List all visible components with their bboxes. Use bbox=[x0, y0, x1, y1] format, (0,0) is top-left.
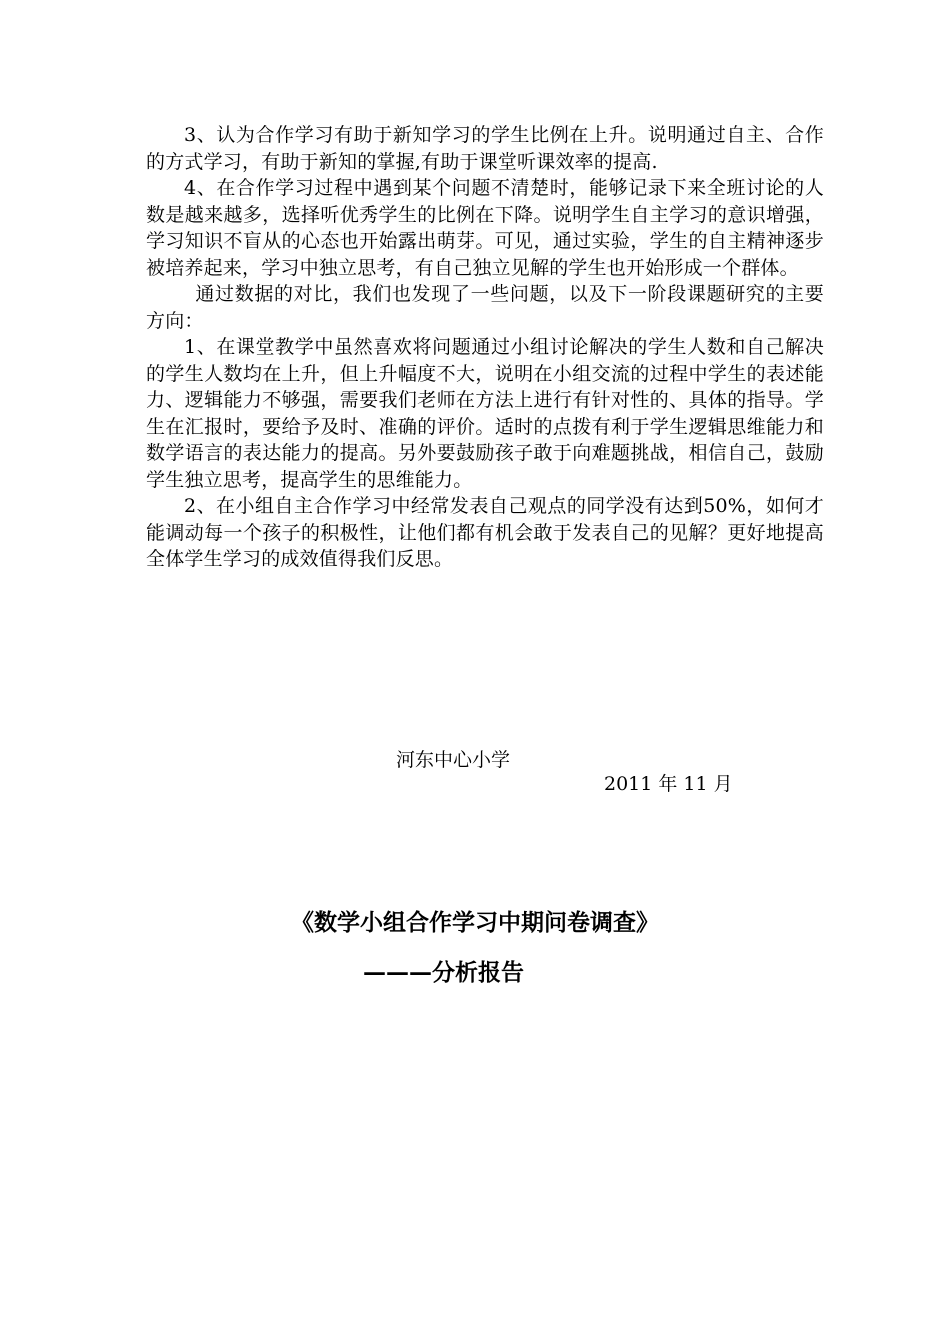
report-body bbox=[146, 122, 824, 573]
paragraph-point-4: 4、在合作学习过程中遇到某个问题不清楚时，能够记录下来全班讨论的人数是越来越多，选择听优秀学生的比例在下降。说明学生自主学习的意识增强，学习知识不盲从的心态也开始露出萌芽。可见，通过实验，学生的自主精神逐步被培养起来，学习中独立思考，有自己独立见解的学生也开始形成一个群体。 bbox=[146, 177, 824, 279]
signature-school: 河东中心小学 bbox=[396, 749, 511, 771]
paragraph-point-3: 3、认为合作学习有助于新知学习的学生比例在上升。说明通过自主、合作的方式学习，有助于新知的掌握,有助于课堂听课效率的提高. bbox=[146, 124, 824, 173]
paragraph-comparison-intro: 通过数据的对比，我们也发现了一些问题，以及下一阶段课题研究的主要方向： bbox=[146, 283, 824, 332]
report-title: 《数学小组合作学习中期问卷调查》 bbox=[291, 909, 659, 936]
paragraph-issue-1: 1、在课堂教学中虽然喜欢将问题通过小组讨论解决的学生人数和自己解决的学生人数均在上升，但上升幅度不大，说明在小组交流的过程中学生的表述能力、逻辑能力不够强，需要我们老师在方法上进行有针对性的、具体的指导。学生在汇报时，要给予及时、准确的评价。适时的点拨有利于学生逻辑思维能力和数学语言的表达能力的提高。另外要鼓励孩子敢于向难题挑战，相信自己，鼓励学生独立思考，提高学生的思维能力。 bbox=[146, 336, 824, 491]
paragraph-issue-2: 2、在小组自主合作学习中经常发表自己观点的同学没有达到50%，如何才能调动每一个孩子的积极性，让他们都有机会敢于发表自己的见解？更好地提高全体学生学习的成效值得我们反思。 bbox=[146, 495, 824, 570]
signature-date: 2011 年 11 月 bbox=[604, 773, 733, 795]
report-subtitle: ———分析报告 bbox=[363, 959, 524, 986]
